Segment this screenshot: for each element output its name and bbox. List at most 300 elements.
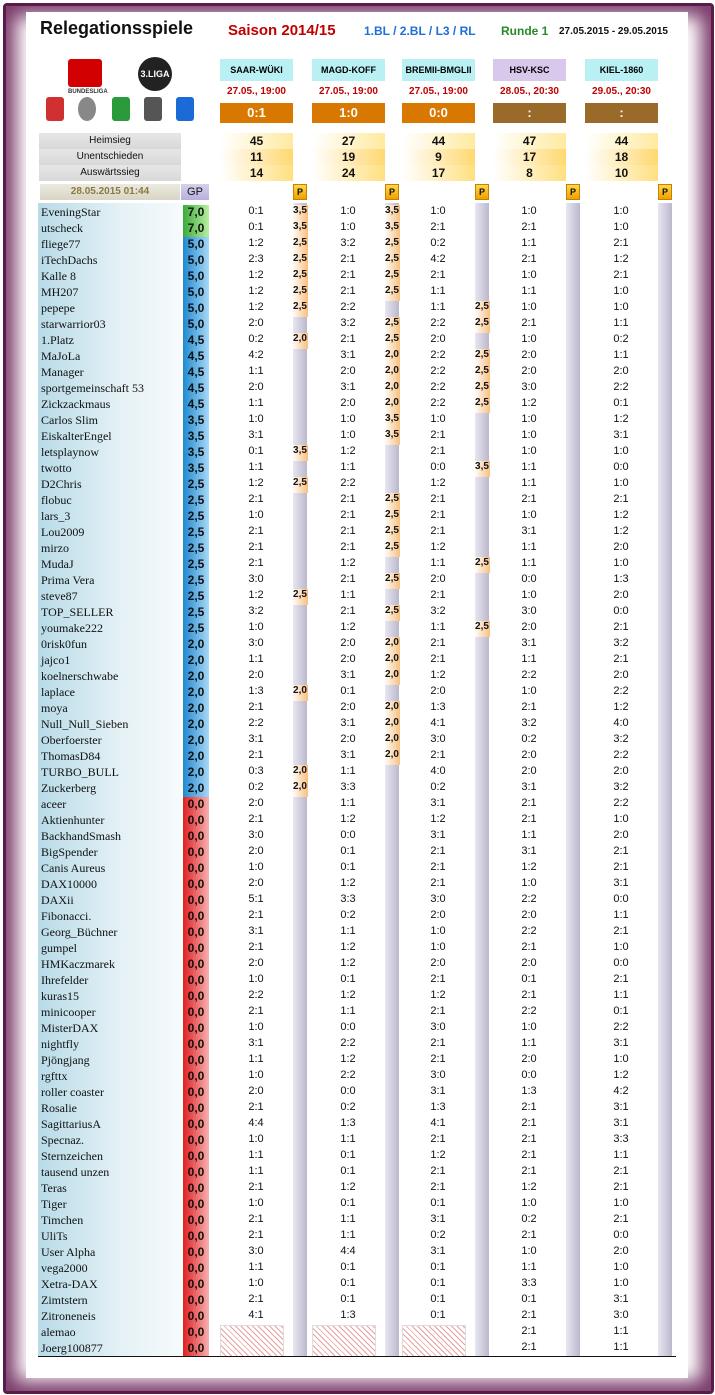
player-name: Pjöngjang bbox=[41, 1053, 90, 1067]
bonus-cell: 2,5 bbox=[474, 317, 490, 333]
player-points: 2,5 bbox=[187, 525, 205, 539]
tip-cell: 0:1 bbox=[340, 1197, 356, 1209]
tip-cell: 2:1 bbox=[613, 925, 629, 937]
bonus-cell: 2,5 bbox=[474, 365, 490, 381]
gp-header: GP bbox=[181, 184, 209, 200]
tip-cell: 2:1 bbox=[430, 653, 446, 665]
tip-cell: 2:0 bbox=[521, 621, 537, 633]
tip-cell: 3:1 bbox=[340, 381, 356, 393]
tip-cell: 3:1 bbox=[521, 637, 537, 649]
tip-cell: 3:0 bbox=[248, 829, 264, 841]
tip-cell: 2:2 bbox=[613, 749, 629, 761]
tip-cell: 2:1 bbox=[521, 317, 537, 329]
tip-cell: 2:1 bbox=[521, 1325, 537, 1337]
match-date: 27.05., 19:00 bbox=[220, 83, 293, 100]
player-name: Zuckerberg bbox=[41, 781, 97, 795]
tip-cell: 0:2 bbox=[430, 1229, 446, 1241]
player-name: BackhandSmash bbox=[41, 829, 121, 843]
player-name: jajco1 bbox=[41, 653, 71, 667]
stat-label-away: Auswärtssieg bbox=[39, 165, 181, 181]
player-name: Rosalie bbox=[41, 1101, 77, 1115]
player-points: 2,0 bbox=[187, 637, 205, 651]
tip-cell: 1:1 bbox=[521, 653, 537, 665]
tip-cell: 1:0 bbox=[521, 445, 537, 457]
player-points: 0,0 bbox=[187, 1165, 205, 1179]
player-points: 0,0 bbox=[187, 1181, 205, 1195]
tip-cell: 2:2 bbox=[248, 717, 264, 729]
tip-cell: 0:1 bbox=[521, 973, 537, 985]
player-name: laplace bbox=[41, 685, 75, 699]
bonus-cell: 2,5 bbox=[292, 237, 308, 253]
player-points: 4,5 bbox=[187, 349, 205, 363]
player-name: tausend unzen bbox=[41, 1165, 110, 1179]
player-points: 3,5 bbox=[187, 445, 205, 459]
table-row bbox=[0, 509, 660, 525]
stat-home-count: 47 bbox=[493, 133, 566, 149]
tip-cell: 2:2 bbox=[613, 381, 629, 393]
tip-cell: 3:2 bbox=[613, 637, 629, 649]
table-row bbox=[0, 1181, 660, 1197]
table-row bbox=[0, 365, 660, 381]
tip-cell: 1:2 bbox=[340, 941, 356, 953]
tip-cell: 1:1 bbox=[521, 285, 537, 297]
table-row bbox=[0, 541, 660, 557]
tip-cell: 2:0 bbox=[430, 685, 446, 697]
tip-cell: 3:1 bbox=[613, 1037, 629, 1049]
tip-cell: 1:0 bbox=[521, 269, 537, 281]
tip-cell: 3:2 bbox=[430, 605, 446, 617]
bonus-cell: 2,5 bbox=[292, 285, 308, 301]
bonus-cell: 2,5 bbox=[384, 541, 400, 557]
tip-cell: 1:1 bbox=[430, 285, 446, 297]
stat-draw-count: 19 bbox=[312, 149, 385, 165]
tip-cell bbox=[408, 1325, 468, 1341]
bonus-cell: 3,5 bbox=[292, 445, 308, 461]
match-result: : bbox=[493, 103, 566, 123]
points-marker: P bbox=[385, 184, 399, 200]
tip-cell: 1:2 bbox=[613, 509, 629, 521]
player-name: TOP_SELLER bbox=[41, 605, 114, 619]
player-points: 2,5 bbox=[187, 541, 205, 555]
tip-cell: 1:0 bbox=[521, 877, 537, 889]
tip-cell: 3:1 bbox=[613, 429, 629, 441]
tip-cell: 1:1 bbox=[248, 1261, 264, 1273]
bonus-cell: 2,0 bbox=[384, 365, 400, 381]
tip-cell: 1:1 bbox=[340, 1133, 356, 1145]
tip-cell: 2:1 bbox=[430, 637, 446, 649]
tip-cell: 1:0 bbox=[248, 1133, 264, 1145]
tip-cell: 1:2 bbox=[521, 1181, 537, 1193]
player-name: mirzo bbox=[41, 541, 69, 555]
tip-cell: 0:2 bbox=[248, 333, 264, 345]
tip-cell: 2:1 bbox=[430, 1037, 446, 1049]
player-name: flobuc bbox=[41, 493, 72, 507]
player-points: 0,0 bbox=[187, 1213, 205, 1227]
tip-cell: 3:2 bbox=[340, 317, 356, 329]
tip-cell: 0:2 bbox=[248, 781, 264, 793]
tip-cell: 1:3 bbox=[340, 1117, 356, 1129]
tip-cell: 1:2 bbox=[340, 557, 356, 569]
player-name: aceer bbox=[41, 797, 67, 811]
tip-cell: 1:2 bbox=[521, 861, 537, 873]
tip-cell: 3:0 bbox=[430, 893, 446, 905]
tip-cell: 0:0 bbox=[340, 829, 356, 841]
tip-cell: 2:1 bbox=[248, 1293, 264, 1305]
tip-cell: 1:2 bbox=[248, 237, 264, 249]
tip-cell: 0:0 bbox=[613, 605, 629, 617]
tip-cell: 3:3 bbox=[340, 893, 356, 905]
table-row bbox=[0, 477, 660, 493]
table-row bbox=[0, 429, 660, 445]
player-points: 3,5 bbox=[187, 413, 205, 427]
table-row bbox=[0, 445, 660, 461]
tip-cell: 0:2 bbox=[430, 781, 446, 793]
table-row bbox=[0, 1277, 660, 1293]
bonus-cell: 2,0 bbox=[292, 781, 308, 797]
stat-draw-count: 9 bbox=[402, 149, 475, 165]
table-row bbox=[0, 1261, 660, 1277]
tip-cell: 1:2 bbox=[613, 1069, 629, 1081]
tip-cell: 2:1 bbox=[613, 861, 629, 873]
player-name: Manager bbox=[41, 365, 84, 379]
player-name: ThomasD84 bbox=[41, 749, 101, 763]
table-row bbox=[0, 1021, 660, 1037]
player-points: 5,0 bbox=[187, 285, 205, 299]
tip-cell: 0:0 bbox=[340, 1085, 356, 1097]
player-points: 2,0 bbox=[187, 717, 205, 731]
tip-cell: 1:2 bbox=[430, 989, 446, 1001]
table-row bbox=[0, 221, 660, 237]
tip-cell: 1:0 bbox=[613, 557, 629, 569]
tip-cell: 2:1 bbox=[521, 1165, 537, 1177]
tip-cell: 3:1 bbox=[430, 829, 446, 841]
table-row bbox=[0, 1133, 660, 1149]
tip-cell: 2:0 bbox=[340, 397, 356, 409]
tip-cell: 3:1 bbox=[613, 1293, 629, 1305]
tip-cell: 2:2 bbox=[430, 381, 446, 393]
bonus-cell: 3,5 bbox=[474, 461, 490, 477]
table-row bbox=[0, 525, 660, 541]
tip-cell: 2:1 bbox=[521, 1341, 537, 1353]
player-name: gumpel bbox=[41, 941, 77, 955]
tip-cell: 0:1 bbox=[248, 221, 264, 233]
table-row bbox=[0, 1149, 660, 1165]
bonus-cell: 2,5 bbox=[384, 253, 400, 269]
player-points: 5,0 bbox=[187, 253, 205, 267]
table-row bbox=[0, 973, 660, 989]
tip-cell: 0:2 bbox=[613, 333, 629, 345]
tip-cell: 0:1 bbox=[340, 845, 356, 857]
tip-cell: 2:1 bbox=[248, 701, 264, 713]
tip-cell: 2:1 bbox=[430, 877, 446, 889]
tip-cell: 2:1 bbox=[521, 989, 537, 1001]
tip-cell: 1:2 bbox=[248, 269, 264, 281]
bonus-cell: 2,0 bbox=[384, 749, 400, 765]
player-name: youmake222 bbox=[41, 621, 103, 635]
table-row bbox=[0, 493, 660, 509]
tip-cell: 2:1 bbox=[613, 493, 629, 505]
tip-cell: 1:2 bbox=[340, 445, 356, 457]
tip-cell: 0:0 bbox=[521, 573, 537, 585]
player-points: 2,0 bbox=[187, 781, 205, 795]
table-row bbox=[0, 893, 660, 909]
table-row bbox=[0, 813, 660, 829]
bonus-cell: 2,5 bbox=[474, 349, 490, 365]
player-points: 0,0 bbox=[187, 925, 205, 939]
match-date: 28.05., 20:30 bbox=[493, 83, 566, 100]
tip-cell: 1:2 bbox=[340, 1053, 356, 1065]
round-label: Runde 1 bbox=[501, 24, 549, 38]
tip-cell: 1:2 bbox=[521, 397, 537, 409]
player-name: iTechDachs bbox=[41, 253, 98, 267]
tip-cell: 2:0 bbox=[430, 957, 446, 969]
bonus-cell: 2,5 bbox=[474, 397, 490, 413]
bonus-cell: 3,5 bbox=[384, 205, 400, 221]
tip-cell: 1:0 bbox=[248, 861, 264, 873]
regional-logo-west bbox=[78, 97, 96, 121]
table-row bbox=[0, 1037, 660, 1053]
tip-cell: 1:0 bbox=[521, 509, 537, 521]
tip-cell: 2:2 bbox=[613, 797, 629, 809]
player-points: 0,0 bbox=[187, 829, 205, 843]
tip-cell: 2:1 bbox=[613, 653, 629, 665]
player-name: Canis Aureus bbox=[41, 861, 106, 875]
player-name: MaJoLa bbox=[41, 349, 81, 363]
tip-cell: 2:2 bbox=[430, 349, 446, 361]
tip-cell: 2:0 bbox=[340, 733, 356, 745]
tip-cell: 1:0 bbox=[613, 1277, 629, 1289]
tip-cell: 1:0 bbox=[613, 205, 629, 217]
table-row bbox=[0, 333, 660, 349]
tip-cell: 3:2 bbox=[340, 237, 356, 249]
table-row bbox=[0, 1309, 660, 1325]
table-row bbox=[0, 1341, 660, 1357]
tip-cell: 1:2 bbox=[248, 589, 264, 601]
tip-cell: 1:0 bbox=[248, 621, 264, 633]
tip-cell: 3:1 bbox=[521, 781, 537, 793]
stat-home-count: 45 bbox=[220, 133, 293, 149]
tip-cell: 1:0 bbox=[430, 205, 446, 217]
table-row bbox=[0, 653, 660, 669]
stat-away-count: 14 bbox=[220, 165, 293, 181]
table-row bbox=[0, 909, 660, 925]
player-points: 0,0 bbox=[187, 1149, 205, 1163]
tip-cell: 1:2 bbox=[430, 669, 446, 681]
table-row bbox=[0, 1053, 660, 1069]
tip-cell: 0:1 bbox=[248, 445, 264, 457]
tip-cell: 2:1 bbox=[248, 1229, 264, 1241]
player-name: lars_3 bbox=[41, 509, 71, 523]
tip-cell: 0:2 bbox=[521, 1213, 537, 1225]
tip-cell bbox=[408, 1341, 468, 1357]
tip-cell: 2:1 bbox=[430, 1165, 446, 1177]
player-points: 4,5 bbox=[187, 397, 205, 411]
player-points: 2,5 bbox=[187, 493, 205, 507]
tip-cell: 2:2 bbox=[340, 1069, 356, 1081]
tip-cell: 2:2 bbox=[340, 301, 356, 313]
tip-cell: 2:0 bbox=[613, 541, 629, 553]
tip-cell: 1:1 bbox=[430, 557, 446, 569]
tip-cell: 1:3 bbox=[430, 701, 446, 713]
tip-cell: 1:2 bbox=[340, 877, 356, 889]
tip-cell: 2:1 bbox=[340, 573, 356, 585]
table-row bbox=[0, 717, 660, 733]
player-points: 5,0 bbox=[187, 269, 205, 283]
match-name: BREMII-BMGLII bbox=[402, 59, 475, 81]
player-name: TURBO_BULL bbox=[41, 765, 119, 779]
bonus-cell: 2,0 bbox=[292, 765, 308, 781]
tip-cell: 1:1 bbox=[340, 1005, 356, 1017]
tip-cell: 1:0 bbox=[521, 685, 537, 697]
player-points: 2,0 bbox=[187, 749, 205, 763]
bonus-stripe bbox=[658, 203, 672, 1357]
player-name: Zitroneneis bbox=[41, 1309, 96, 1323]
tip-cell: 3:2 bbox=[521, 717, 537, 729]
tip-cell: 1:1 bbox=[430, 621, 446, 633]
player-name: Teras bbox=[41, 1181, 67, 1195]
tip-cell: 3:0 bbox=[248, 637, 264, 649]
player-points: 5,0 bbox=[187, 237, 205, 251]
update-timestamp: 28.05.2015 01:44 bbox=[40, 184, 180, 200]
tip-cell: 3:1 bbox=[430, 1213, 446, 1225]
player-name: alemao bbox=[41, 1325, 76, 1339]
bundesliga-logo: BUNDESLIGA bbox=[68, 59, 102, 87]
player-points: 0,0 bbox=[187, 1325, 205, 1339]
tip-cell: 1:1 bbox=[613, 1325, 629, 1337]
tip-cell: 1:0 bbox=[430, 413, 446, 425]
tip-cell: 2:1 bbox=[430, 861, 446, 873]
tip-cell: 2:1 bbox=[248, 1101, 264, 1113]
stat-label-draw: Unentschieden bbox=[39, 149, 181, 165]
tip-cell: 1:0 bbox=[521, 429, 537, 441]
tip-cell: 2:2 bbox=[430, 317, 446, 329]
table-row bbox=[0, 957, 660, 973]
tip-cell: 2:1 bbox=[248, 909, 264, 921]
tip-cell: 3:2 bbox=[248, 605, 264, 617]
tip-cell: 3:1 bbox=[340, 349, 356, 361]
table-row bbox=[0, 1197, 660, 1213]
tip-cell: 3:0 bbox=[430, 1021, 446, 1033]
tip-cell bbox=[226, 1341, 286, 1357]
bonus-cell: 2,0 bbox=[384, 669, 400, 685]
player-name: Zickzackmaus bbox=[41, 397, 111, 411]
stat-home-count: 27 bbox=[312, 133, 385, 149]
tip-cell: 0:0 bbox=[430, 461, 446, 473]
tip-cell: 1:2 bbox=[340, 621, 356, 633]
player-points: 0,0 bbox=[187, 1053, 205, 1067]
tip-cell: 1:0 bbox=[430, 925, 446, 937]
stat-home-count: 44 bbox=[402, 133, 475, 149]
player-name: Carlos Slim bbox=[41, 413, 99, 427]
tip-cell: 2:2 bbox=[248, 989, 264, 1001]
tip-cell: 2:2 bbox=[521, 925, 537, 937]
tip-cell: 1:1 bbox=[248, 653, 264, 665]
tip-cell: 1:0 bbox=[613, 1261, 629, 1273]
tip-cell: 2:2 bbox=[613, 685, 629, 697]
tip-cell: 2:1 bbox=[430, 589, 446, 601]
tip-cell: 2:1 bbox=[430, 221, 446, 233]
tip-cell: 0:1 bbox=[430, 1293, 446, 1305]
tip-cell: 2:1 bbox=[430, 1053, 446, 1065]
tip-cell: 1:3 bbox=[613, 573, 629, 585]
player-points: 0,0 bbox=[187, 1101, 205, 1115]
table-row bbox=[0, 253, 660, 269]
tip-cell: 2:1 bbox=[430, 1005, 446, 1017]
player-name: letsplaynow bbox=[41, 445, 99, 459]
tip-cell: 1:0 bbox=[248, 509, 264, 521]
table-row bbox=[0, 1165, 660, 1181]
table-row bbox=[0, 557, 660, 573]
player-name: nightfly bbox=[41, 1037, 79, 1051]
tip-cell: 1:0 bbox=[340, 205, 356, 217]
stat-draw-count: 18 bbox=[585, 149, 658, 165]
tip-cell: 2:1 bbox=[613, 1213, 629, 1225]
points-marker: P bbox=[566, 184, 580, 200]
tip-cell: 2:1 bbox=[248, 557, 264, 569]
player-name: Aktienhunter bbox=[41, 813, 105, 827]
tip-cell: 3:1 bbox=[613, 1117, 629, 1129]
tip-cell: 2:1 bbox=[613, 1165, 629, 1177]
player-name: D2Chris bbox=[41, 477, 82, 491]
tip-cell: 3:3 bbox=[340, 781, 356, 793]
tip-cell: 2:0 bbox=[613, 829, 629, 841]
table-row bbox=[0, 285, 660, 301]
tip-cell: 2:1 bbox=[430, 845, 446, 857]
tip-cell: 2:1 bbox=[613, 621, 629, 633]
bonus-cell: 2,5 bbox=[474, 621, 490, 637]
table-bottom-border bbox=[38, 1356, 676, 1357]
table-row bbox=[0, 765, 660, 781]
tip-cell: 1:0 bbox=[430, 941, 446, 953]
tip-cell: 2:1 bbox=[340, 269, 356, 281]
tip-cell: 0:1 bbox=[340, 973, 356, 985]
tip-cell: 0:1 bbox=[340, 861, 356, 873]
player-name: 1.Platz bbox=[41, 333, 74, 347]
table-row bbox=[0, 749, 660, 765]
table-row bbox=[0, 1069, 660, 1085]
player-points: 0,0 bbox=[187, 1037, 205, 1051]
player-points: 0,0 bbox=[187, 1069, 205, 1083]
player-points: 0,0 bbox=[187, 813, 205, 827]
player-name: sportgemeinschaft 53 bbox=[41, 381, 144, 395]
table-row bbox=[0, 989, 660, 1005]
tip-cell: 2:0 bbox=[340, 653, 356, 665]
tip-cell: 2:0 bbox=[521, 909, 537, 921]
tip-cell: 0:1 bbox=[340, 1277, 356, 1289]
table-row bbox=[0, 301, 660, 317]
tip-cell: 2:1 bbox=[521, 1149, 537, 1161]
tip-cell: 2:0 bbox=[248, 797, 264, 809]
player-points: 0,0 bbox=[187, 845, 205, 859]
tip-cell: 1:1 bbox=[248, 1149, 264, 1161]
table-row bbox=[0, 461, 660, 477]
table-row bbox=[0, 701, 660, 717]
tip-cell: 3:3 bbox=[521, 1277, 537, 1289]
tip-cell: 2:1 bbox=[340, 525, 356, 537]
tip-cell: 3:3 bbox=[613, 1133, 629, 1145]
stat-label-home: Heimsieg bbox=[39, 133, 181, 149]
tip-cell: 1:1 bbox=[521, 557, 537, 569]
table-row bbox=[0, 381, 660, 397]
tip-cell: 3:1 bbox=[613, 1101, 629, 1113]
third-league-logo: 3.LIGA bbox=[138, 57, 172, 91]
player-name: HMKaczmarek bbox=[41, 957, 115, 971]
tip-cell: 4:1 bbox=[430, 717, 446, 729]
tip-cell: 2:1 bbox=[613, 845, 629, 857]
table-row bbox=[0, 269, 660, 285]
tip-cell: 2:1 bbox=[521, 1101, 537, 1113]
tip-cell: 1:2 bbox=[248, 477, 264, 489]
